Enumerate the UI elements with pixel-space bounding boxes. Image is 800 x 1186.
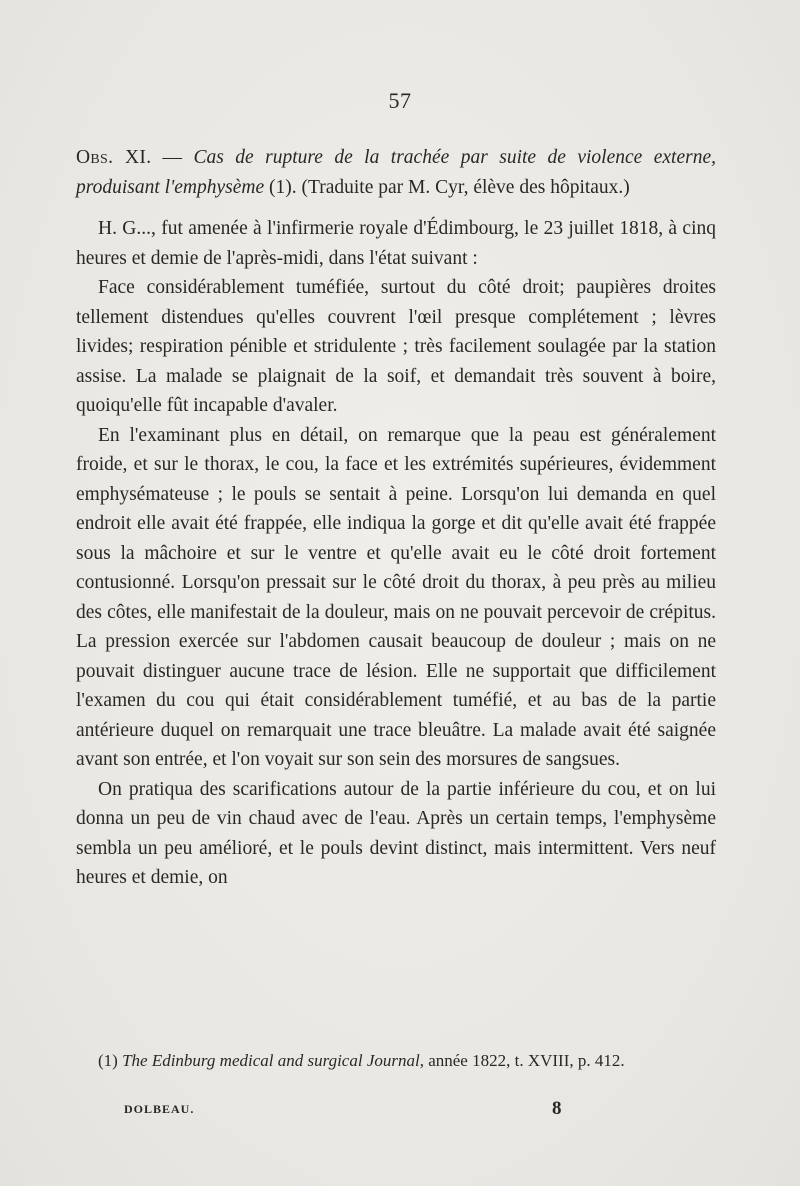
observation-title: Cas de rupture de la trachée par suite de violence externe, produisant l'emphysème bbox=[76, 147, 716, 198]
footnote-number: (1) bbox=[98, 1051, 118, 1070]
paragraph: Face considérablement tuméfiée, surtout du côté droit; paupières droites tellement distendues qu'elles couvrent l'œil presque complétement ; lèvres livides; respiration pénible et stridulente ; très facilement soulagée par la station assise. La malade se plaignait de la soif, et demandait très souvent à boire, quoiqu'elle fût incapable d'avaler. bbox=[76, 277, 716, 416]
footnote-reference: , année 1822, t. XVIII, p. 412. bbox=[419, 1051, 625, 1070]
printer-signature: DOLBEAU. bbox=[124, 1102, 195, 1116]
footnote-journal: The Edinburg medical and surgical Journal bbox=[122, 1051, 420, 1070]
page-number: 57 bbox=[388, 88, 412, 113]
paragraph: H. G..., fut amenée à l'infirmerie royale d'Édimbourg, le 23 juillet 1818, à cinq heures et demie de l'après-midi, dans l'état suivant : bbox=[76, 218, 716, 269]
paragraph: On pratiqua des scarifications autour de la partie inférieure du cou, et on lui donna un peu de vin chaud avec de l'eau. Après un certain temps, l'emphysème sembla un peu amélioré, et le pouls devint distinct, mais intermittent. Vers neuf heures et demie, on bbox=[76, 778, 716, 888]
heading-dash: . — bbox=[146, 147, 194, 168]
observation-label: Obs. XI bbox=[76, 147, 147, 168]
footnote bbox=[76, 1048, 716, 1074]
observation-heading bbox=[76, 143, 716, 202]
paragraph: En l'examinant plus en détail, on remarque que la peau est généralement froide, et sur le thorax, le cou, la face et les extrémités supérieures, évidemment emphysémateuse ; le pouls se sentait à peine. Lorsqu'on lui demanda en quel endroit elle avait été frappée, elle indiqua la gorge et dit qu'elle avait été frappée sous la mâchoire et sur le ventre et qu'elle avait eu le côté droit fortement contusionné. Lorsqu'on pressait sur le côté droit du thorax, à peu près au milieu des côtes, elle manifestait de la douleur, mais on ne pouvait percevoir de crépitus. La pression exercée sur l'abdomen causait beaucoup de douleur ; mais on ne pouvait distinguer aucune trace de lésion. Elle ne supportait que difficilement l'examen du cou qui était considérablement tuméfié, et au bas de la partie antérieure duquel on remarquait une trace bleuâtre. La malade avait été saignée avant son entrée, et l'on voyait sur son sein des morsures de sangsues. bbox=[76, 424, 716, 770]
signature-mark: 8 bbox=[552, 1098, 562, 1119]
heading-translation-note: (1). (Traduite par M. Cyr, élève des hôpitaux.) bbox=[264, 176, 630, 198]
page-body bbox=[76, 143, 716, 893]
